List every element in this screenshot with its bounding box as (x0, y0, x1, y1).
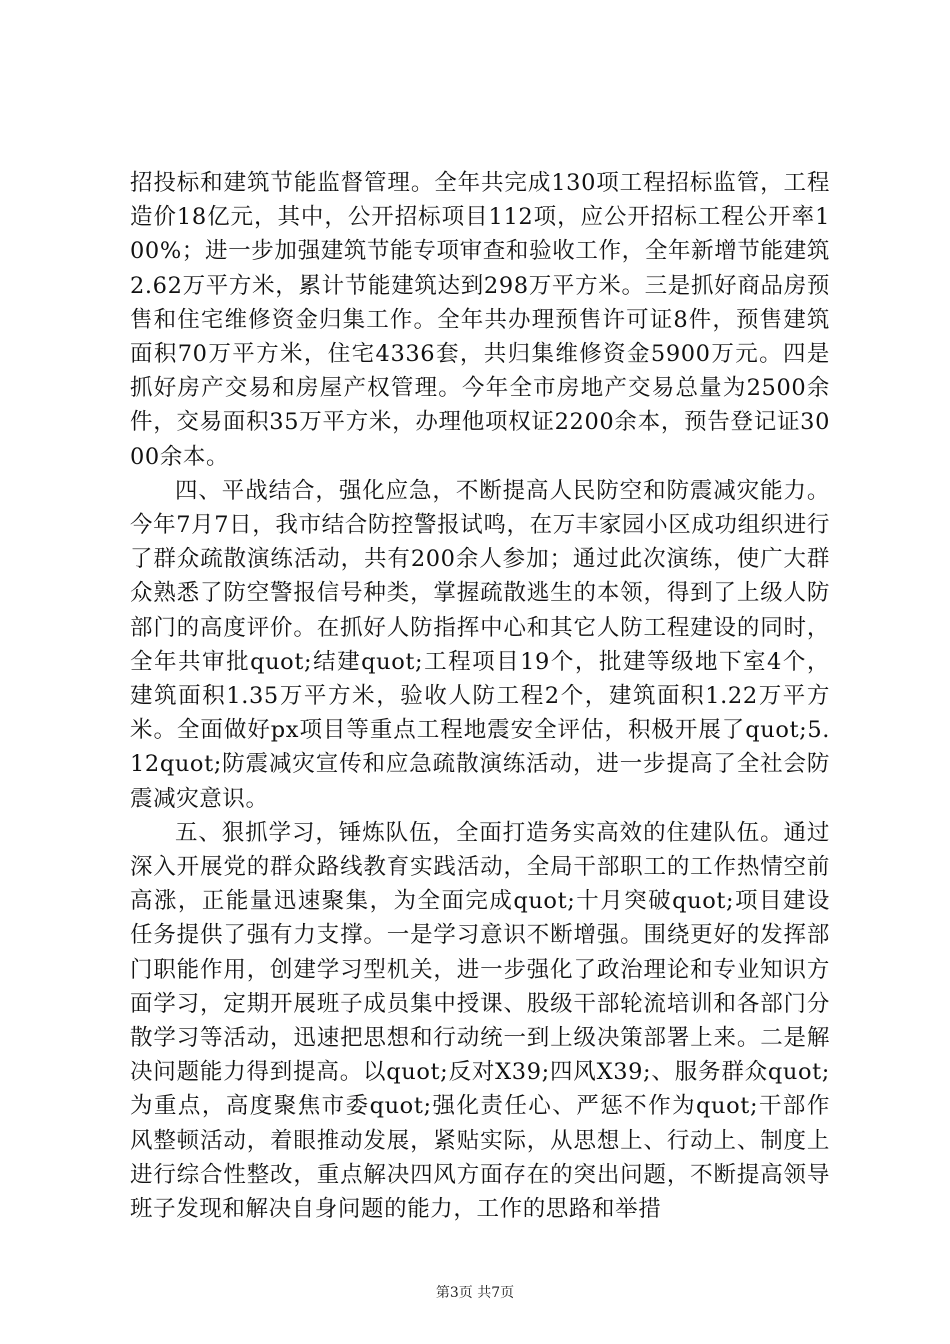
paragraph-2: 四、平战结合，强化应急，不断提高人民防空和防震减灾能力。今年7月7日，我市结合防控警报试鸣，在万丰家园小区成功组织进行了群众疏散演练活动，共有200余人参加；通过此次演练，使广大群众熟悉了防空警报信号种类，掌握疏散逃生的本领，得到了上级人防部门的高度评价。在抓好人防指挥中心和其它人防工程建设的同时，全年共审批quot;结建quot;工程项目19个，批建等级地下室4个，建筑面积1.35万平方米，验收人防工程2个，建筑面积1.22万平方米。全面做好px项目等重点工程地震安全评估，积极开展了quot;5.12quot;防震减灾宣传和应急疏散演练活动，进一步提高了全社会防震减灾意识。 (130, 477, 830, 812)
paragraph-3: 五、狠抓学习，锤炼队伍，全面打造务实高效的住建队伍。通过深入开展党的群众路线教育实践活动，全局干部职工的工作热情空前高涨，正能量迅速聚集，为全面完成quot;十月突破quot;项目建设任务提供了强有力支撑。一是学习意识不断增强。围绕更好的发挥部门职能作用，创建学习型机关，进一步强化了政治理论和专业知识方面学习，定期开展班子成员集中授课、股级干部轮流培训和各部门分散学习等活动，迅速把思想和行动统一到上级决策部署上来。二是解决问题能力得到提高。以quot;反对X39;四风X39;、服务群众quot;为重点，高度聚焦市委quot;强化责任心、严惩不作为quot;干部作风整顿活动，着眼推动发展，紧贴实际，从思想上、行动上、制度上进行综合性整改，重点解决四风方面存在的突出问题，不断提高领导班子发现和解决自身问题的能力，工作的思路和举措 (130, 819, 830, 1223)
document-body (130, 166, 830, 1226)
page-footer: 第3页 共7页 (435, 1285, 515, 1301)
paragraph-1: 招投标和建筑节能监督管理。全年共完成130项工程招标监管，工程造价18亿元，其中，公开招标项目112项，应公开招标工程公开率100%；进一步加强建筑节能专项审查和验收工作，全年新增节能建筑2.62万平方米，累计节能建筑达到298万平方米。三是抓好商品房预售和住宅维修资金归集工作。全年共办理预售许可证8件，预售建筑面积70万平方米，住宅4336套，共归集维修资金5900万元。四是抓好房产交易和房屋产权管理。今年全市房地产交易总量为2500余件，交易面积35万平方米，办理他项权证2200余本，预告登记证3000余本。 (130, 170, 830, 470)
